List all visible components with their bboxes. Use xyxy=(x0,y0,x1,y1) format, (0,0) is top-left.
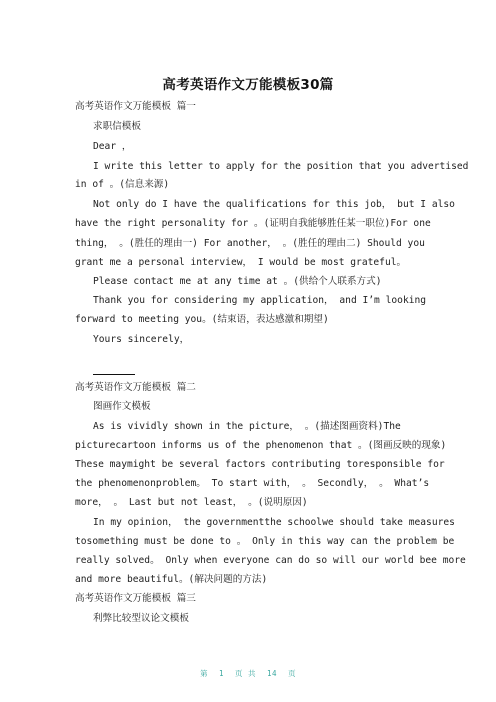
subheading: 图画作文模板 xyxy=(93,401,151,412)
paragraph-line: picturecartoon informs us of the phenomenon that 。(图画反映的现象) xyxy=(75,440,447,451)
paragraph-line: Please contact me at any time at 。(供给个人联系方式) xyxy=(93,276,382,287)
paragraph-line: more， 。 Last but not least， 。(说明原因) xyxy=(75,497,308,508)
paragraph-line: Thank you for considering my application， and I’m looking xyxy=(93,295,427,306)
paragraph-line: forward to meeting you。(结束语，表达感激和期望) xyxy=(75,314,329,325)
end-label: 页 xyxy=(288,669,297,678)
paragraph-line: Not only do I have the qualifications for this job， but I also xyxy=(93,199,455,210)
section-heading-2: 高考英语作文万能模板 篇二 xyxy=(75,382,196,393)
paragraph-line: In my opinion， the governmentthe schoolwe should take measures xyxy=(93,517,455,528)
page-number: 1 xyxy=(218,669,224,678)
paragraph-line: Dear ， xyxy=(93,141,132,152)
page-footer xyxy=(0,668,496,679)
page-label: 第 xyxy=(199,669,208,678)
paragraph-line: thing， 。(胜任的理由一) For another， 。(胜任的理由二) Should you xyxy=(75,238,425,249)
signature-line xyxy=(93,374,135,375)
subheading: 利弊比较型议论文模板 xyxy=(93,613,189,624)
document-title: 高考英语作文万能模板30篇 xyxy=(162,77,334,93)
section-heading-1: 高考英语作文万能模板 篇一 xyxy=(75,101,196,112)
paragraph-line: Yours sincerely， xyxy=(93,334,190,345)
paragraph-line: have the right personality for 。(证明自我能够胜任某一职位)For one xyxy=(75,218,431,229)
paragraph-line: in of 。(信息来源) xyxy=(75,179,170,190)
paragraph-line: really solved。 Only when everyone can do so will our world bee more xyxy=(75,555,466,566)
paragraph-line: and more beautiful。(解决问题的方法) xyxy=(75,574,268,585)
paragraph-line: These maymight be several factors contributing toresponsible for xyxy=(75,459,445,470)
paragraph-line: I write this letter to apply for the position that you advertised xyxy=(93,161,469,172)
paragraph-line: tosomething must be done to 。 Only in this way can the problem be xyxy=(75,536,455,547)
of-label: 页 共 xyxy=(234,669,256,678)
paragraph-line: grant me a personal interview， I would be most grateful。 xyxy=(75,257,407,268)
subheading: 求职信模板 xyxy=(93,121,141,132)
total-pages: 14 xyxy=(267,669,278,678)
paragraph-line: the phenomenonproblem。 To start with， 。 Secondly， 。 What’s xyxy=(75,478,430,489)
section-heading-3: 高考英语作文万能模板 篇三 xyxy=(75,593,196,604)
paragraph-line: As is vividly shown in the picture， 。(描述图画资料)The xyxy=(93,421,401,432)
